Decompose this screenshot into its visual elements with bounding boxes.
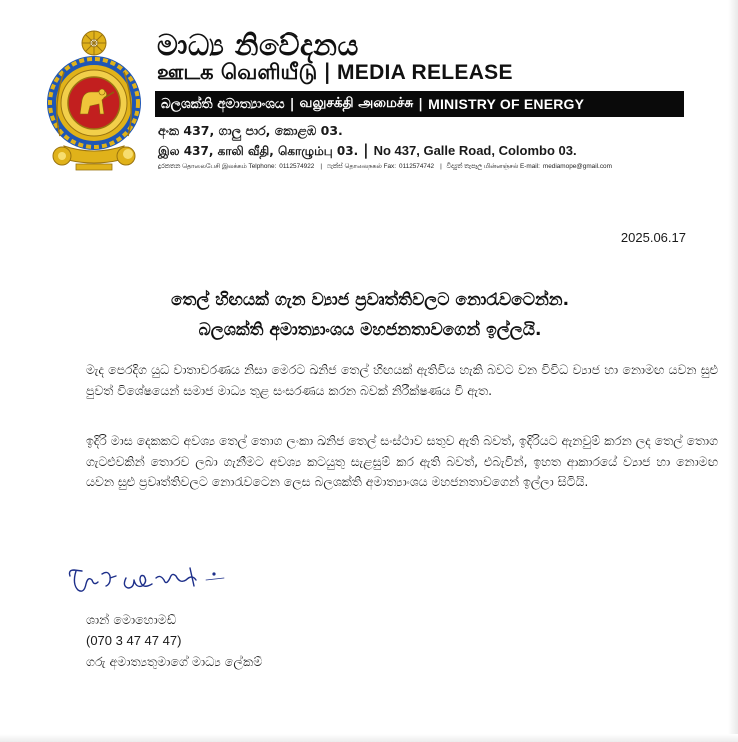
letterhead-title-tamil: ஊடக வெளியீடு	[157, 60, 318, 84]
release-date: 2025.06.17	[620, 230, 686, 245]
ministry-name-sinhala: බලශක්ති අමාත්‍යාංශය	[161, 96, 285, 112]
moon-icon	[117, 147, 135, 165]
address-english: No 437, Galle Road, Colombo 03.	[373, 143, 577, 158]
headline	[60, 285, 680, 345]
telephone-label: දුරකතන தொலைபேசி இலக்கம் Telphone:	[158, 163, 277, 170]
fax-label: ෆැක්ස් தொலைநகல் Fax:	[326, 163, 397, 170]
signature-icon	[64, 560, 239, 600]
address-row	[158, 141, 577, 160]
address-sinhala: අංක 437, ගාලු පාර, කොළඹ 03.	[158, 123, 343, 138]
dharmachakra-icon	[82, 31, 106, 55]
email-value: mediamope@gmail.com	[542, 163, 612, 170]
signatory-title: ගරු අමාත්‍යතුමාගේ මාධ්‍ය ලේකම්	[86, 654, 263, 669]
letterhead-title-row	[157, 60, 513, 87]
contact-line	[158, 163, 615, 171]
body-paragraph-1: මැද පෙරදිග යුධ වාතාවරණය නිසා මෙරට ඛනිජ තෙල් හිඟයක් ඇතිවිය හැකි බවට වන විවිධ ව්‍යාජ හා නොමඟ යවන සුළු පුවත් විශේෂයෙන් සමාජ මාධ්‍ය තුළ සංසරණය කරන බවක් නිරීක්ෂණය වී ඇත.	[86, 362, 718, 398]
email-label: විද්‍යුත් තැපෑල மின்னஞ்சல் E-mail:	[446, 163, 540, 170]
headline-line-2: බලශක්ති අමාත්‍යාංශය මහජනතාවගෙන් ඉල්ලයි.	[198, 320, 542, 340]
title-separator: |	[323, 60, 331, 84]
address-separator: |	[363, 141, 369, 159]
sri-lanka-emblem-icon	[44, 26, 144, 174]
headline-line-1: තෙල් හිඟයක් ගැන ව්‍යාජ ප්‍රවෘත්තිවලට නොරැවටෙන්න.	[170, 290, 570, 310]
page-edge-shadow	[0, 734, 738, 742]
letterhead-title-english: MEDIA RELEASE	[336, 61, 513, 84]
signatory-phone: (070 3 47 47 47)	[86, 633, 182, 648]
telephone-value: 0112574922	[279, 163, 315, 170]
ministry-name-tamil: வலுசக்தி அமைச்சு	[299, 95, 414, 111]
ministry-separator: |	[418, 96, 424, 112]
signatory-name: ශාන් මොහොමඩ්	[86, 612, 177, 627]
fax-value: 0112574742	[399, 163, 435, 170]
page-edge-shadow	[728, 0, 738, 742]
address-tamil: இல 437, காலி வீதி, கொழும்பு 03.	[158, 144, 359, 158]
ministry-banner	[155, 91, 684, 117]
body-paragraph-2: ඉදිරි මාස දෙකකට අවශ්‍ය තෙල් තොග ලංකා ඛනිජ තෙල් සංස්ථාව සතුව ඇති බවත්, ඉදිරියට ඇනවුම් කරන ලද තෙල් තොග ගැටළුවකින් තොරව ලබා ගැනීමට අවශ්‍ය කටයුතු සැළසුම් කර ඇති බවත්, එබැවින්, ඉහත ආකාරයේ ව්‍යාජ හා නොමඟ යවන සුළු ප්‍රවෘත්තිවලට නොරැවටෙන ලෙස බලශක්ති අමාත්‍යාංශය මහජනතාවගෙන් ඉල්ලා සිටියි.	[86, 433, 718, 489]
sun-icon	[53, 147, 71, 165]
separator-bar: |	[440, 163, 442, 170]
letterhead-title-sinhala: මාධ්‍ය නිවේදනය	[157, 28, 359, 62]
ministry-separator: |	[289, 96, 295, 112]
separator-bar: |	[320, 163, 323, 170]
ministry-name-english: MINISTRY OF ENERGY	[428, 96, 585, 112]
